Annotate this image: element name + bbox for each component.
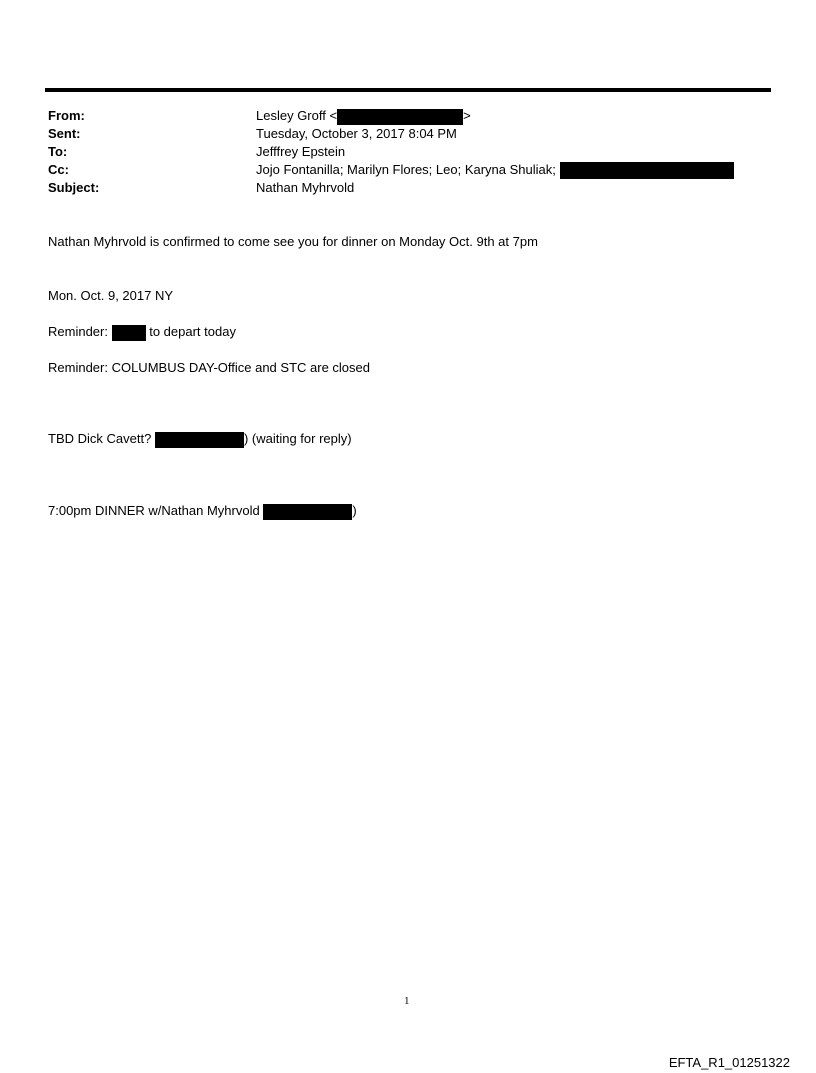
from-open-bracket: < [329,108,338,123]
redaction-block [155,432,244,448]
from-name: Lesley Groff [256,108,326,123]
from-value [256,107,471,125]
subject-value: Nathan Myhrvold [256,180,355,195]
from-label: From: [48,108,85,123]
from-close-bracket: > [463,108,471,123]
redaction-block [560,162,734,179]
body-tbd-line [48,430,352,448]
body-date-line: Mon. Oct. 9, 2017 NY [48,288,174,303]
sent-value: Tuesday, October 3, 2017 8:04 PM [256,126,457,141]
header-divider [45,88,771,92]
reminder-suffix: to depart today [149,324,236,339]
to-value: Jefffrey Epstein [256,144,346,159]
tbd-prefix: TBD Dick Cavett? [48,431,152,446]
redaction-block [263,504,352,520]
body-reminder-depart [48,323,236,341]
cc-label: Cc: [48,162,69,177]
subject-label: Subject: [48,180,100,195]
cc-value [256,161,734,179]
body-reminder-closed: Reminder: COLUMBUS DAY-Office and STC are closed [48,360,370,375]
reminder-prefix: Reminder: [48,324,108,339]
to-label: To: [48,144,68,159]
bates-number: EFTA_R1_01251322 [668,1055,790,1070]
redaction-block [337,109,463,125]
body-dinner-line [48,502,357,520]
sent-label: Sent: [48,126,81,141]
page-number: 1 [404,995,410,1007]
dinner-suffix: ) [352,503,357,518]
dinner-prefix: 7:00pm DINNER w/Nathan Myhrvold [48,503,260,518]
redaction-block [112,325,146,341]
cc-recipients: Jojo Fontanilla; Marilyn Flores; Leo; Karyna Shuliak; [256,162,556,177]
tbd-suffix: ) (waiting for reply) [243,431,352,446]
body-intro: Nathan Myhrvold is confirmed to come see you for dinner on Monday Oct. 9th at 7pm [48,234,538,249]
